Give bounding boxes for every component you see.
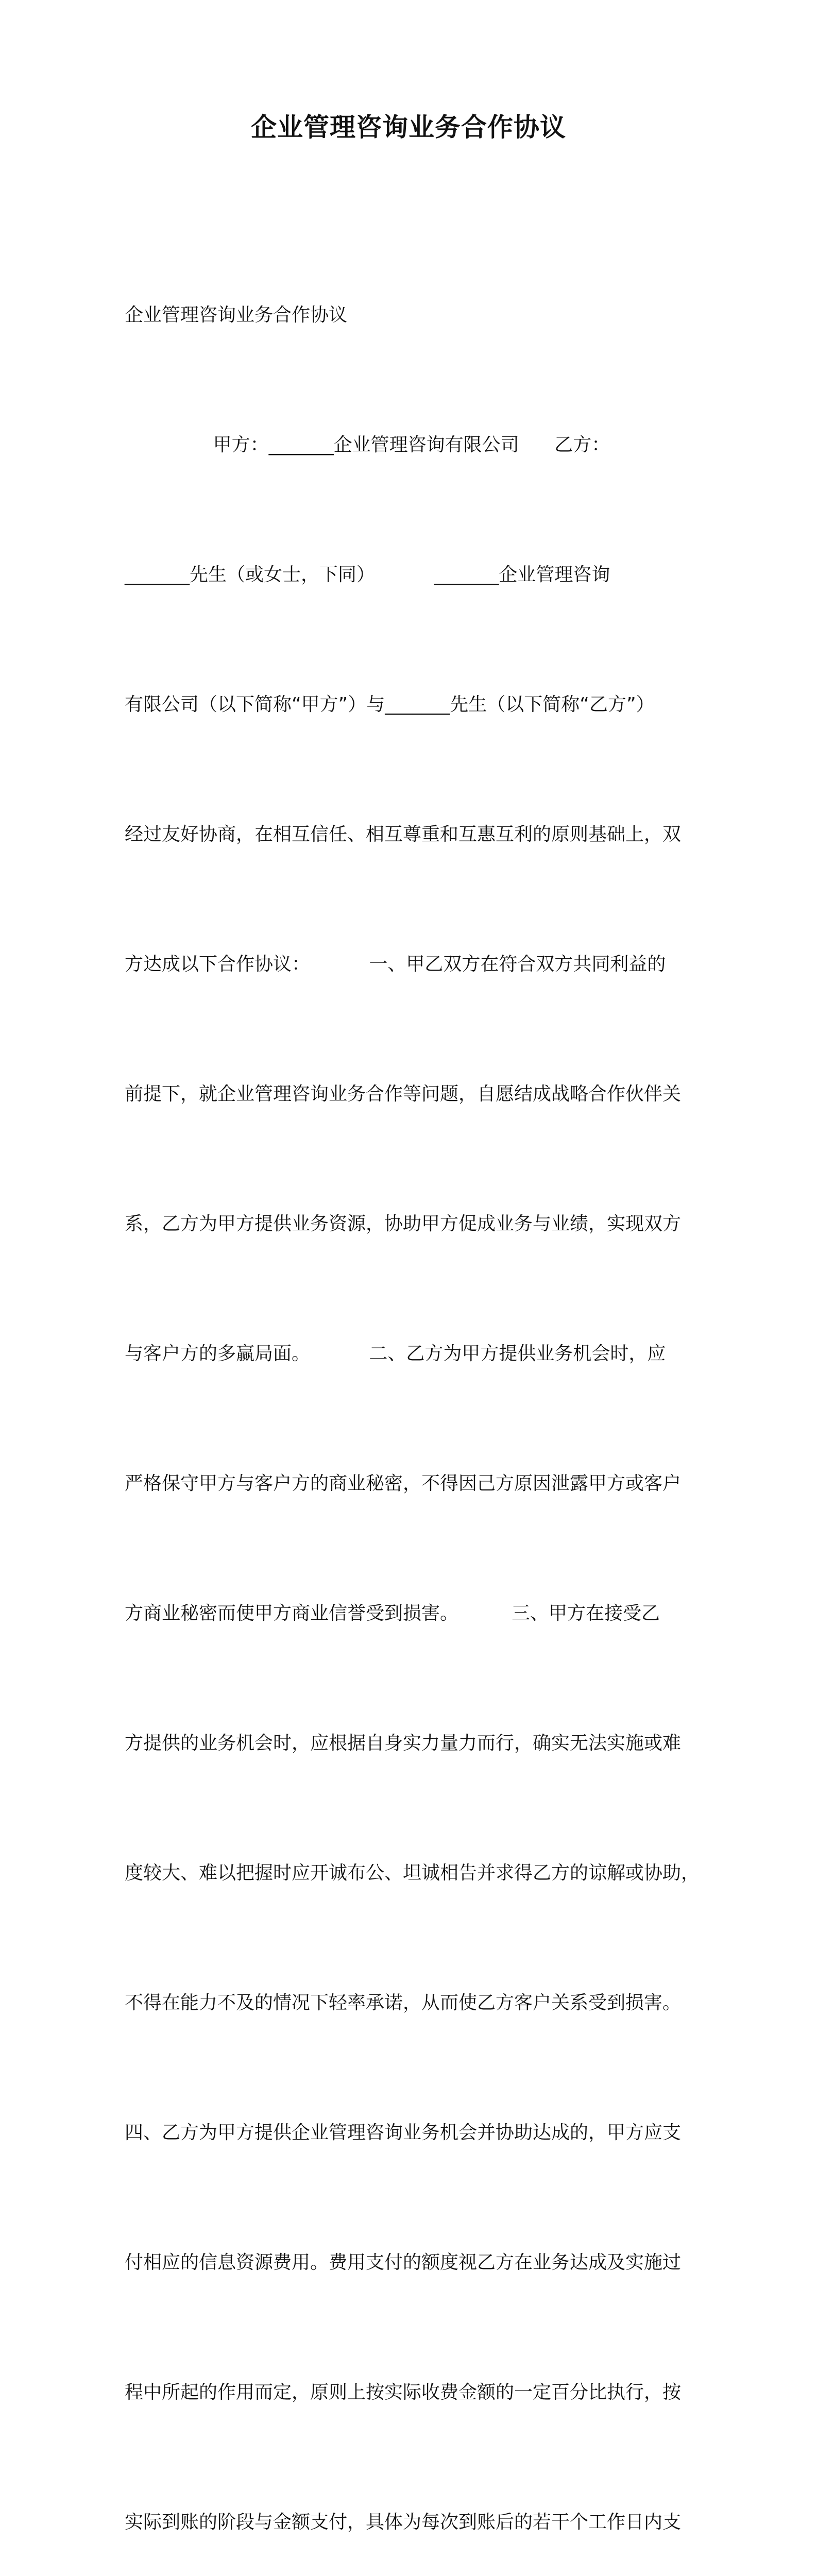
body-line: 有限公司（以下简称“甲方”）与_______先生（以下简称“乙方”） xyxy=(125,694,655,715)
body-line: 企业管理咨询业务合作协议 xyxy=(125,304,348,326)
body-line: 四、乙方为甲方提供企业管理咨询业务机会并协助达成的，甲方应支 xyxy=(125,2122,682,2143)
body-line: 程中所起的作用而定，原则上按实际收费金额的一定百分比执行，按 xyxy=(125,2382,682,2403)
body-line: 系，乙方为甲方提供业务资源，协助甲方促成业务与业绩，实现双方 xyxy=(125,1213,682,1234)
body-line: 前提下，就企业管理咨询业务合作等问题，自愿结成战略合作伙伴关 xyxy=(125,1083,682,1105)
body-line: 不得在能力不及的情况下轻率承诺，从而使乙方客户关系受到损害。 xyxy=(125,1992,682,2013)
body-line: 与客户方的多赢局面。 二、乙方为甲方提供业务机会时，应 xyxy=(125,1343,666,1364)
document-body xyxy=(125,207,700,2576)
body-line: 方商业秘密而使甲方商业信誉受到损害。 三、甲方在接受乙 xyxy=(125,1603,660,1624)
body-line: 方提供的业务机会时，应根据自身实力量力而行，确实无法实施或难 xyxy=(125,1733,682,1754)
body-line: 甲方：_______企业管理咨询有限公司 乙方： xyxy=(125,434,610,455)
body-line: 度较大、难以把握时应开诚布公、坦诚相告并求得乙方的谅解或协助， xyxy=(125,1862,700,1884)
body-line: 付相应的信息资源费用。费用支付的额度视乙方在业务达成及实施过 xyxy=(125,2252,682,2273)
body-line: 严格保守甲方与客户方的商业秘密，不得因己方原因泄露甲方或客户 xyxy=(125,1473,682,1494)
document-title: 企业管理咨询业务合作协议 xyxy=(251,112,566,142)
body-line: _______先生（或女士，下同） _______企业管理咨询 xyxy=(125,564,610,585)
body-line: 实际到账的阶段与金额支付，具体为每次到账后的若干个工作日内支 xyxy=(125,2512,682,2533)
body-line: 方达成以下合作协议： 一、甲乙双方在符合双方共同利益的 xyxy=(125,954,666,975)
body-line: 经过友好协商，在相互信任、相互尊重和互惠互利的原则基础上，双 xyxy=(125,824,682,845)
